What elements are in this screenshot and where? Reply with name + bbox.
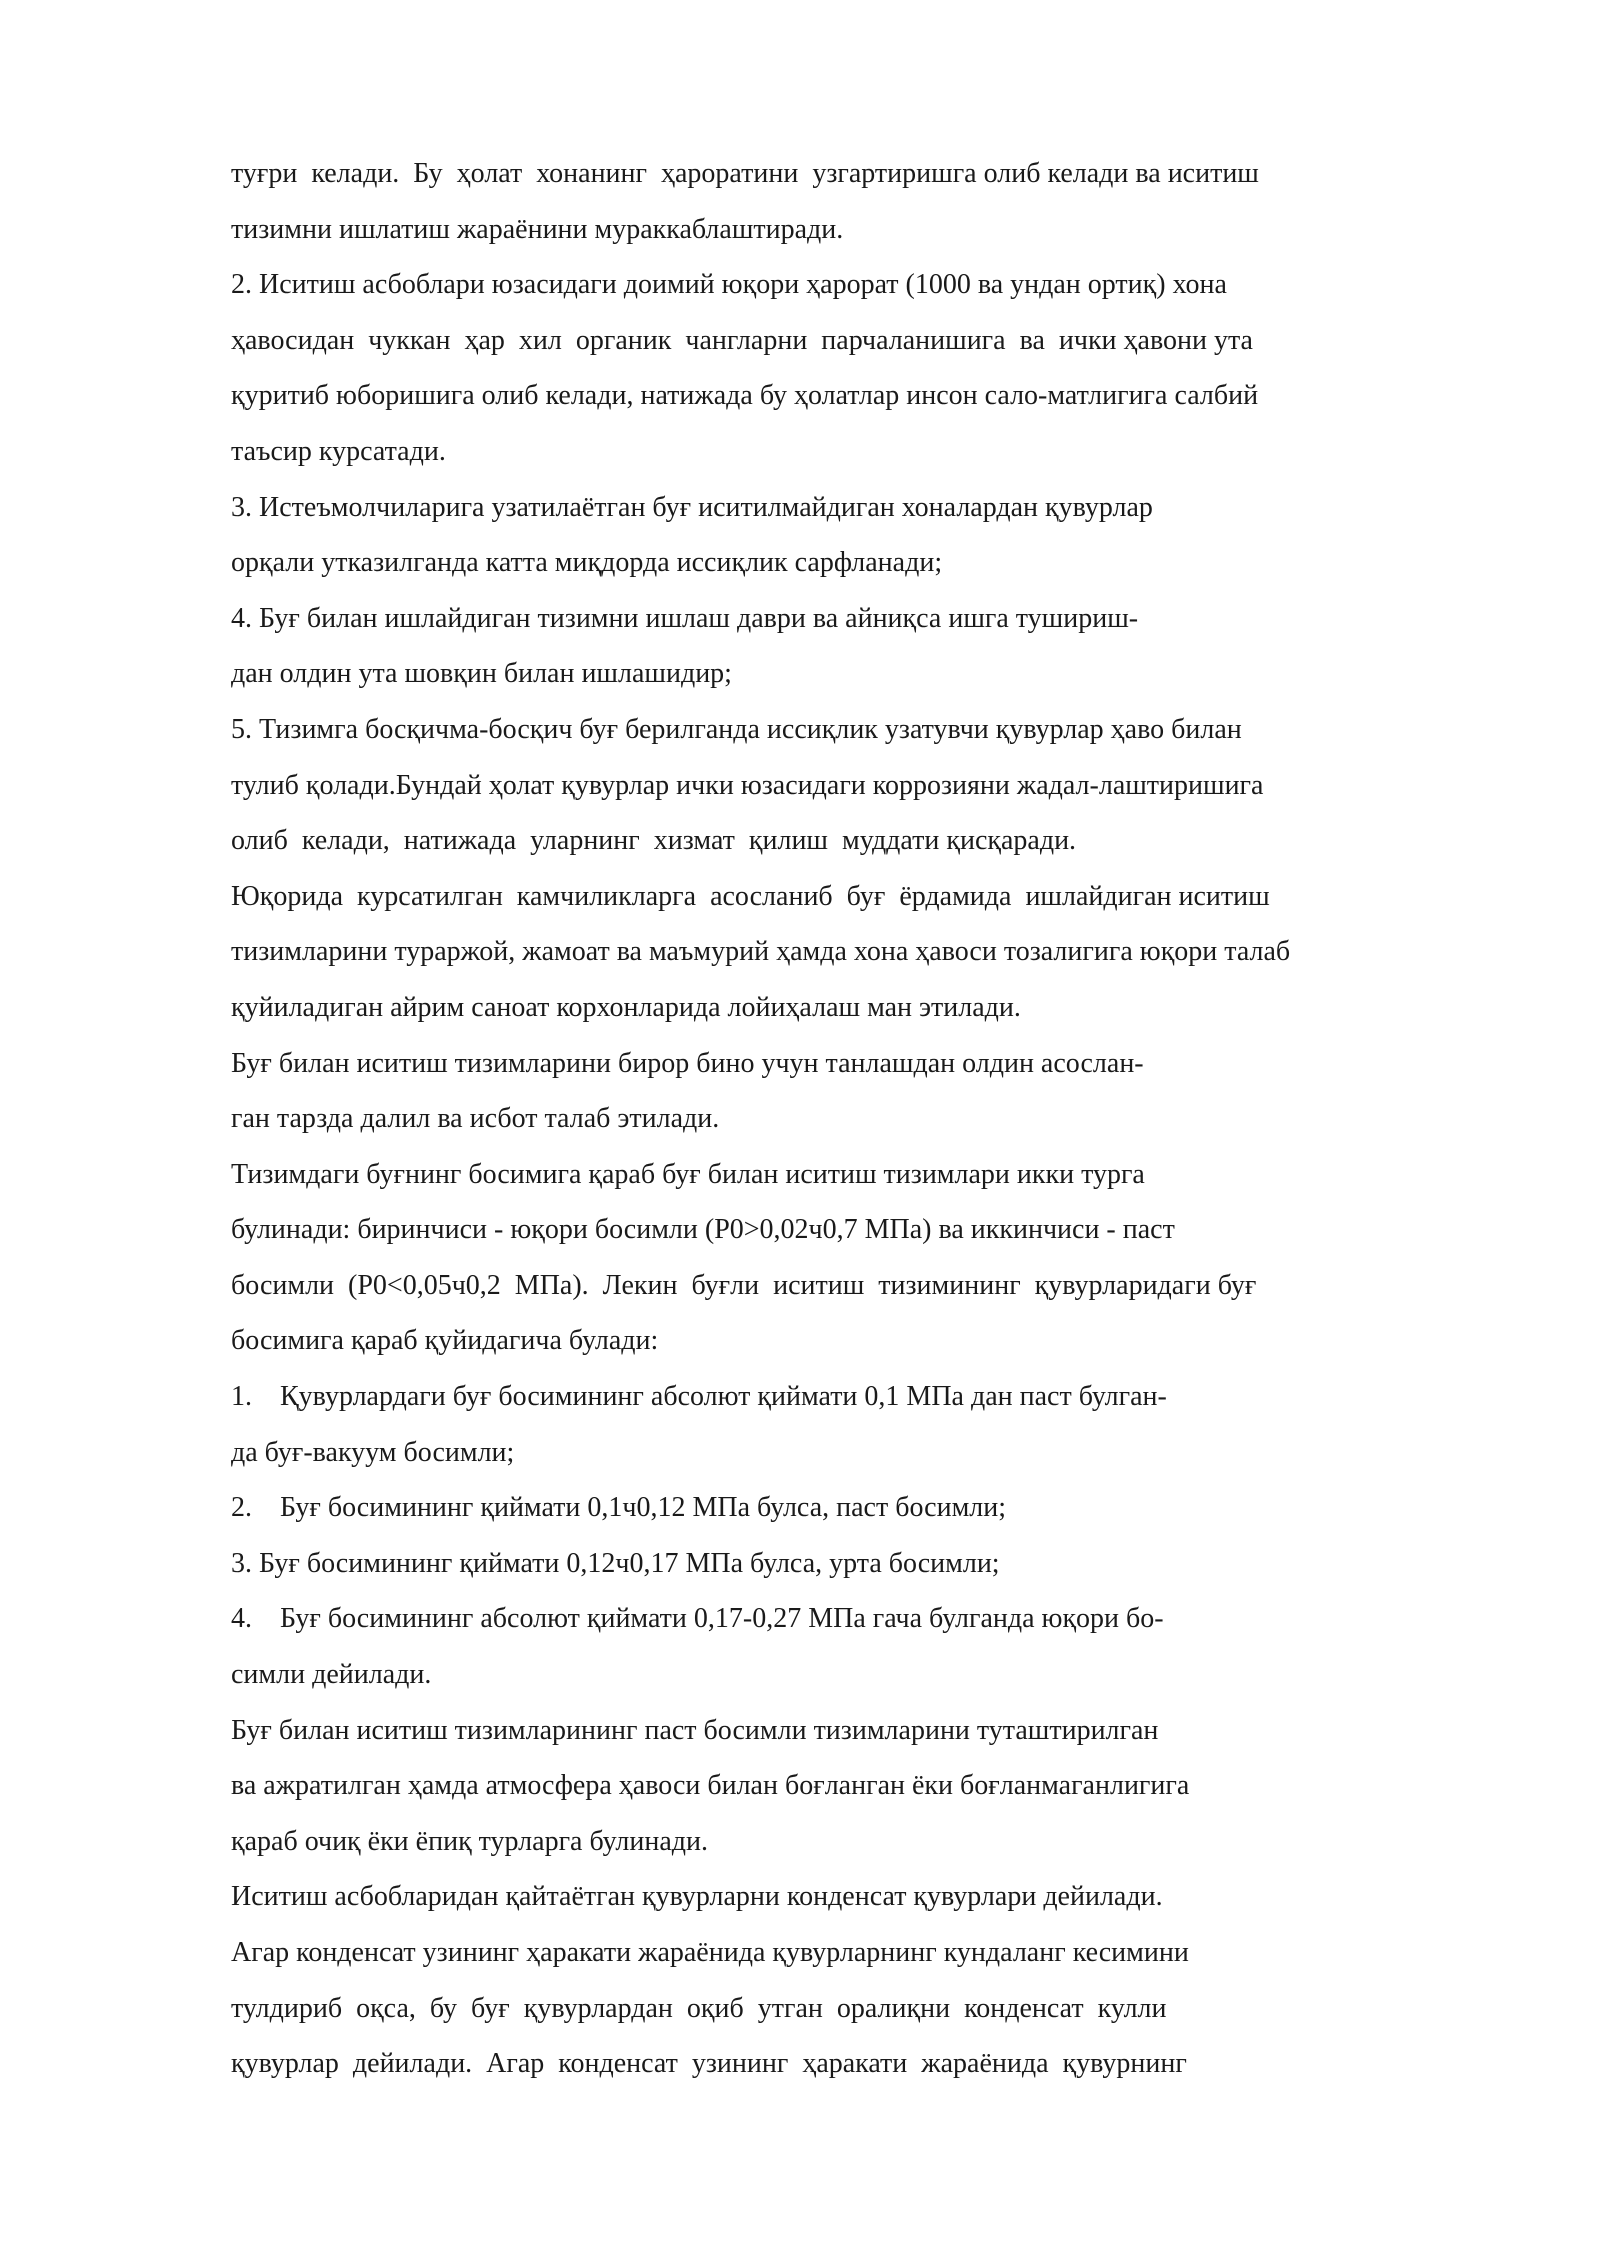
text-line: қуйиладиган айрим саноат корхонларида лойиҳалаш ман этилади. bbox=[231, 991, 1021, 1023]
text-line: Юқорида курсатилган камчиликларга асосланиб буғ ёрдамида ишлайдиган иситиш bbox=[231, 880, 1270, 912]
text-line: тизимларини тураржой, жамоат ва маъмурий ҳамда хона ҳавоси тозалигига юқори талаб bbox=[231, 936, 1291, 968]
text-line: босимли (Р0<0,05ч0,2 МПа). Лекин буғли иситиш тизимининг қувурларидаги буғ bbox=[231, 1269, 1257, 1301]
text-line: 3. Буғ босимининг қиймати 0,12ч0,17 МПа булса, урта босимли; bbox=[231, 1547, 1000, 1579]
text-line: тулдириб оқса, бу буғ қувурлардан оқиб утган оралиқни конденсат кулли bbox=[231, 1992, 1167, 2024]
text-line: ган тарзда далил ва исбот талаб этилади. bbox=[231, 1103, 720, 1135]
text-line: босимига қараб қуйидагича булади: bbox=[231, 1325, 659, 1357]
text-line: орқали утказилганда катта миқдорда иссиқлик сарфланади; bbox=[231, 547, 943, 579]
text-line: 1. Қувурлардаги буғ босимининг абсолют қиймати 0,1 МПа дан паст булган- bbox=[231, 1381, 1167, 1413]
text-line: Агар конденсат узининг ҳаракати жараёнида қувурларнинг кундаланг кесимини bbox=[231, 1937, 1189, 1968]
text-line: ва ажратилган ҳамда атмосфера ҳавоси билан боғланган ёки боғланмаганлигига bbox=[231, 1770, 1190, 1802]
text-line: тизимни ишлатиш жараёнини мураккаблаштиради. bbox=[231, 213, 844, 245]
document-text-body bbox=[231, 146, 1471, 2092]
text-line: 2. Иситиш асбоблари юзасидаги доимий юқори ҳарорат (1000 ва ундан ортиқ) хона bbox=[231, 269, 1227, 301]
text-line: қувурлар дейилади. Агар конденсат узининг ҳаракати жараёнида қувурнинг bbox=[231, 2048, 1187, 2080]
text-line: 2. Буғ босимининг қиймати 0,1ч0,12 МПа булса, паст босимли; bbox=[231, 1492, 1007, 1524]
text-line: олиб келади, натижада уларнинг хизмат қилиш муддати қисқаради. bbox=[231, 825, 1077, 857]
text-line: Тизимдаги буғнинг босимига қараб буғ билан иситиш тизимлари икки турга bbox=[231, 1158, 1145, 1190]
text-line: булинади: биринчиси - юқори босимли (Р0>0,02ч0,7 МПа) ва иккинчиси - паст bbox=[231, 1214, 1175, 1246]
text-line: 4. Буғ билан ишлайдиган тизимни ишлаш даври ва айниқса ишга тушириш- bbox=[231, 602, 1139, 634]
text-line: қараб очиқ ёки ёпиқ турларга булинади. bbox=[231, 1825, 709, 1857]
text-line: симли дейилади. bbox=[231, 1659, 432, 1691]
text-line: таъсир курсатади. bbox=[231, 435, 446, 467]
text-line: Буғ билан иситиш тизимларини бирор бино учун танлашдан олдин асослан- bbox=[231, 1047, 1144, 1079]
text-line: Иситиш асбобларидан қайтаётган қувурларни конденсат қувурлари дейилади. bbox=[231, 1881, 1163, 1913]
text-line: ҳавосидан чуккан ҳар хил органик чангларни парчаланишига ва ички ҳавони ута bbox=[231, 324, 1253, 356]
text-line: қуритиб юборишига олиб келади, натижада бу ҳолатлар инсон сало-матлигига салбий bbox=[231, 380, 1259, 412]
text-line: да буғ-вакуум босимли; bbox=[231, 1436, 515, 1468]
text-line: Буғ билан иситиш тизимларининг паст босимли тизимларини туташтирилган bbox=[231, 1714, 1159, 1746]
text-line: 4. Буғ босимининг абсолют қиймати 0,17-0,27 МПа гача булганда юқори бо- bbox=[231, 1603, 1164, 1635]
text-line: дан олдин ута шовқин билан ишлашидир; bbox=[231, 658, 732, 690]
text-line: 5. Тизимга босқичма-босқич буғ берилганда иссиқлик узатувчи қувурлар ҳаво билан bbox=[231, 713, 1242, 745]
text-line: 3. Истеъмолчиларига узатилаётган буғ иситилмайдиган хоналардан қувурлар bbox=[231, 491, 1153, 523]
text-line: тулиб қолади.Бундай ҳолат қувурлар ички юзасидаги коррозияни жадал-лаштиришига bbox=[231, 769, 1264, 801]
text-line: туғри келади. Бу ҳолат хонанинг ҳароратини узгартиришга олиб келади ва иситиш bbox=[231, 158, 1259, 189]
